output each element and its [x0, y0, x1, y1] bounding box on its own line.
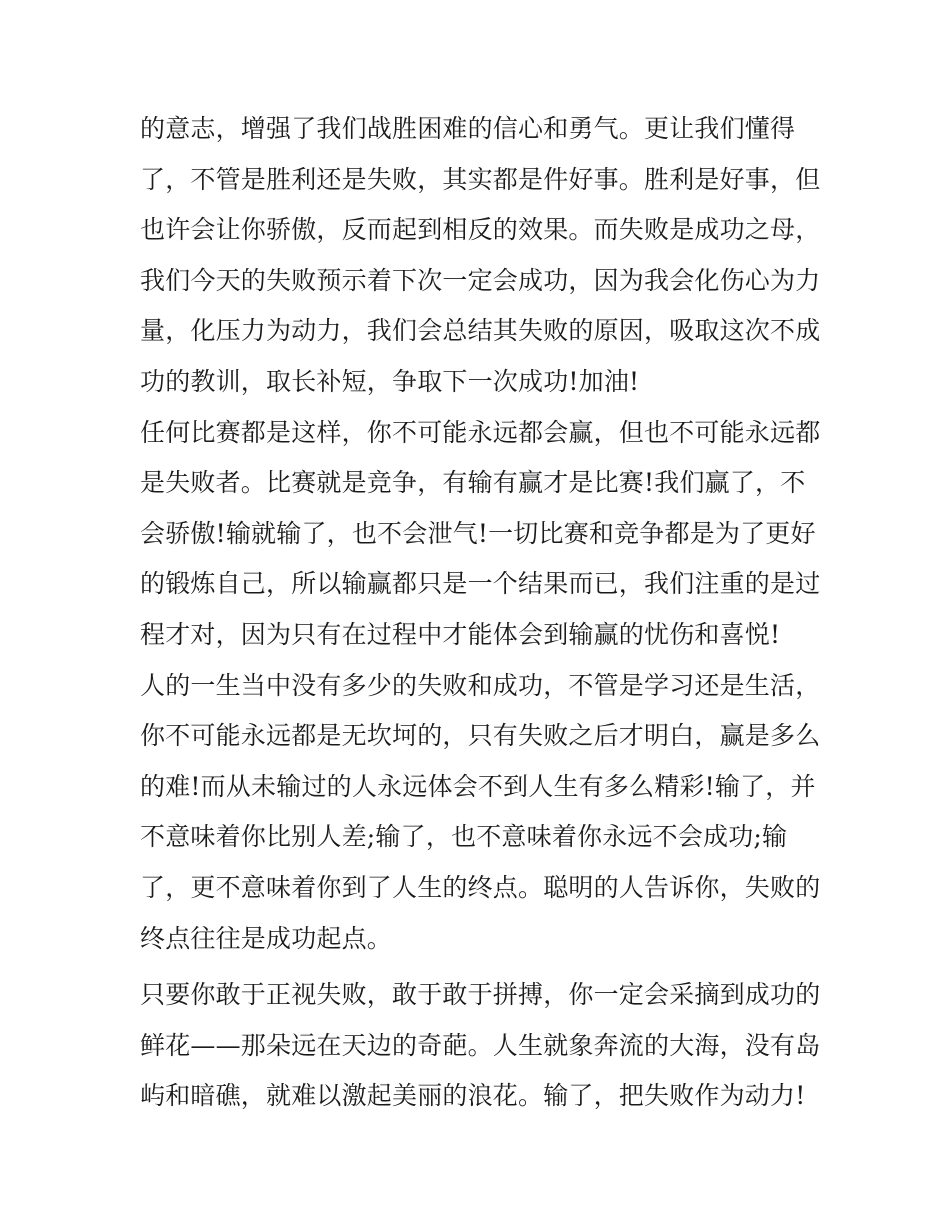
text-line: 人的一生当中没有多少的失败和成功，不管是学习还是生活， [140, 670, 821, 700]
text-line: 是失败者。比赛就是竞争，有输有赢才是比赛!我们赢了，不 [140, 468, 806, 498]
text-line: 终点往往是成功起点。 [140, 923, 393, 953]
text-line: 任何比赛都是这样，你不可能永远都会赢，但也不可能永远都 [140, 417, 821, 447]
text-line: 你不可能永远都是无坎坷的，只有失败之后才明白，赢是多么 [140, 721, 821, 751]
text-line: 我们今天的失败预示着下次一定会成功，因为我会化伤心为力 [140, 265, 821, 295]
text-line: 不意味着你比别人差;输了，也不意味着你永远不会成功;输 [140, 822, 788, 852]
text-line: 了，更不意味着你到了人生的终点。聪明的人告诉你，失败的 [140, 872, 821, 902]
paragraph-1 [140, 104, 820, 408]
text-line: 程才对，因为只有在过程中才能体会到输赢的忧伤和喜悦! [140, 619, 781, 649]
text-line: 的意志，增强了我们战胜困难的信心和勇气。更让我们懂得 [140, 114, 796, 143]
text-line: 量，化压力为动力，我们会总结其失败的原因，吸取这次不成 [140, 316, 821, 346]
text-line: 了，不管是胜利还是失败，其实都是件好事。胜利是好事，但 [140, 164, 821, 194]
paragraph-4 [140, 970, 820, 1122]
text-line: 鲜花——那朵远在天边的奇葩。人生就象奔流的大海，没有岛 [140, 1030, 821, 1060]
document-body [140, 104, 820, 1122]
text-line: 也许会让你骄傲，反而起到相反的效果。而失败是成功之母， [140, 215, 821, 245]
text-line: 的难!而从未输过的人永远体会不到人生有多么精彩!输了，并 [140, 771, 816, 801]
text-line: 只要你敢于正视失败，敢于敢于拼搏，你一定会采摘到成功的 [140, 980, 821, 1010]
text-line: 会骄傲!输就输了，也不会泄气!一切比赛和竞争都是为了更好 [140, 518, 816, 548]
paragraph-3 [140, 661, 820, 965]
text-line: 屿和暗礁，就难以激起美丽的浪花。输了，把失败作为动力! [140, 1081, 806, 1111]
paragraph-2 [140, 408, 820, 661]
text-line: 功的教训，取长补短，争取下一次成功!加油! [140, 366, 640, 396]
text-line: 的锻炼自己，所以输赢都只是一个结果而已，我们注重的是过 [140, 569, 821, 599]
